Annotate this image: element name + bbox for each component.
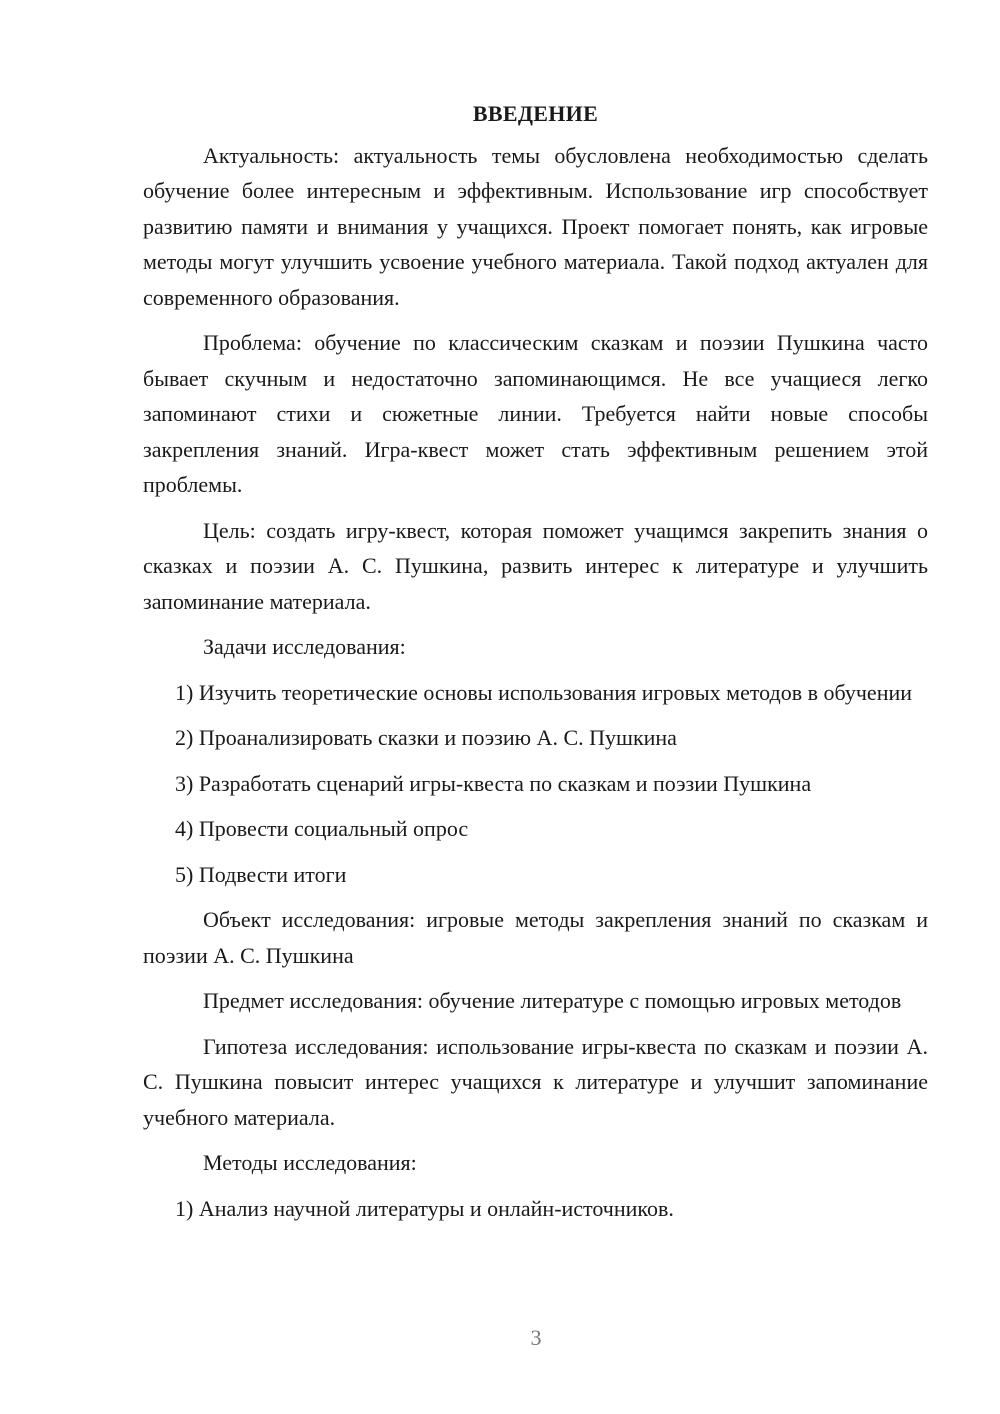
hypothesis-paragraph: Гипотеза исследования: использование игры-квеста по сказкам и поэзии А. С. Пушкина повысит интерес учащихся к литературе и улучшит запоминание учебного материала. [143, 1033, 928, 1130]
relevance-paragraph: Актуальность: актуальность темы обусловлена необходимостью сделать обучение более интересным и эффективным. Использование игр способствует развитию памяти и внимания у учащихся. Проект помогает понять, как игровые методы могут улучшить усвоение учебного материала. Такой подход актуален для современного образования. [143, 142, 928, 310]
tasks-heading: Задачи исследования: [203, 634, 406, 659]
subject-paragraph: Предмет исследования: обучение литературе с помощью игровых методов [203, 988, 902, 1013]
object-paragraph: Объект исследования: игровые методы закрепления знаний по сказкам и поэзии А. С. Пушкина [143, 907, 928, 968]
methods-heading: Методы исследования: [203, 1150, 417, 1175]
task-item: 3) Разработать сценарий игры-квеста по сказкам и поэзии Пушкина [175, 770, 812, 796]
task-item: 4) Провести социальный опрос [175, 816, 469, 841]
document-page [143, 96, 928, 1236]
goal-paragraph: Цель: создать игру-квест, которая поможет учащимся закрепить знания о сказках и поэзии А. С. Пушкина, развить интерес к литературе и улучшить запоминание материала. [143, 517, 928, 614]
task-item: 1) Изучить теоретические основы использования игровых методов в обучении [175, 679, 913, 705]
problem-paragraph: Проблема: обучение по классическим сказкам и поэзии Пушкина часто бывает скучным и недостаточно запоминающимся. Не все учащиеся легко запоминают стихи и сюжетные линии. Требуется найти новые способы закрепления знаний. Игра-квест может стать эффективным решением этой проблемы. [143, 330, 928, 497]
task-item: 2) Проанализировать сказки и поэзию А. С. Пушкина [175, 725, 677, 750]
section-title: ВВЕДЕНИЕ [472, 101, 599, 126]
method-item: 1) Анализ научной литературы и онлайн-источников. [175, 1195, 674, 1221]
page-number: 3 [530, 1325, 542, 1350]
task-item: 5) Подвести итоги [175, 861, 347, 887]
